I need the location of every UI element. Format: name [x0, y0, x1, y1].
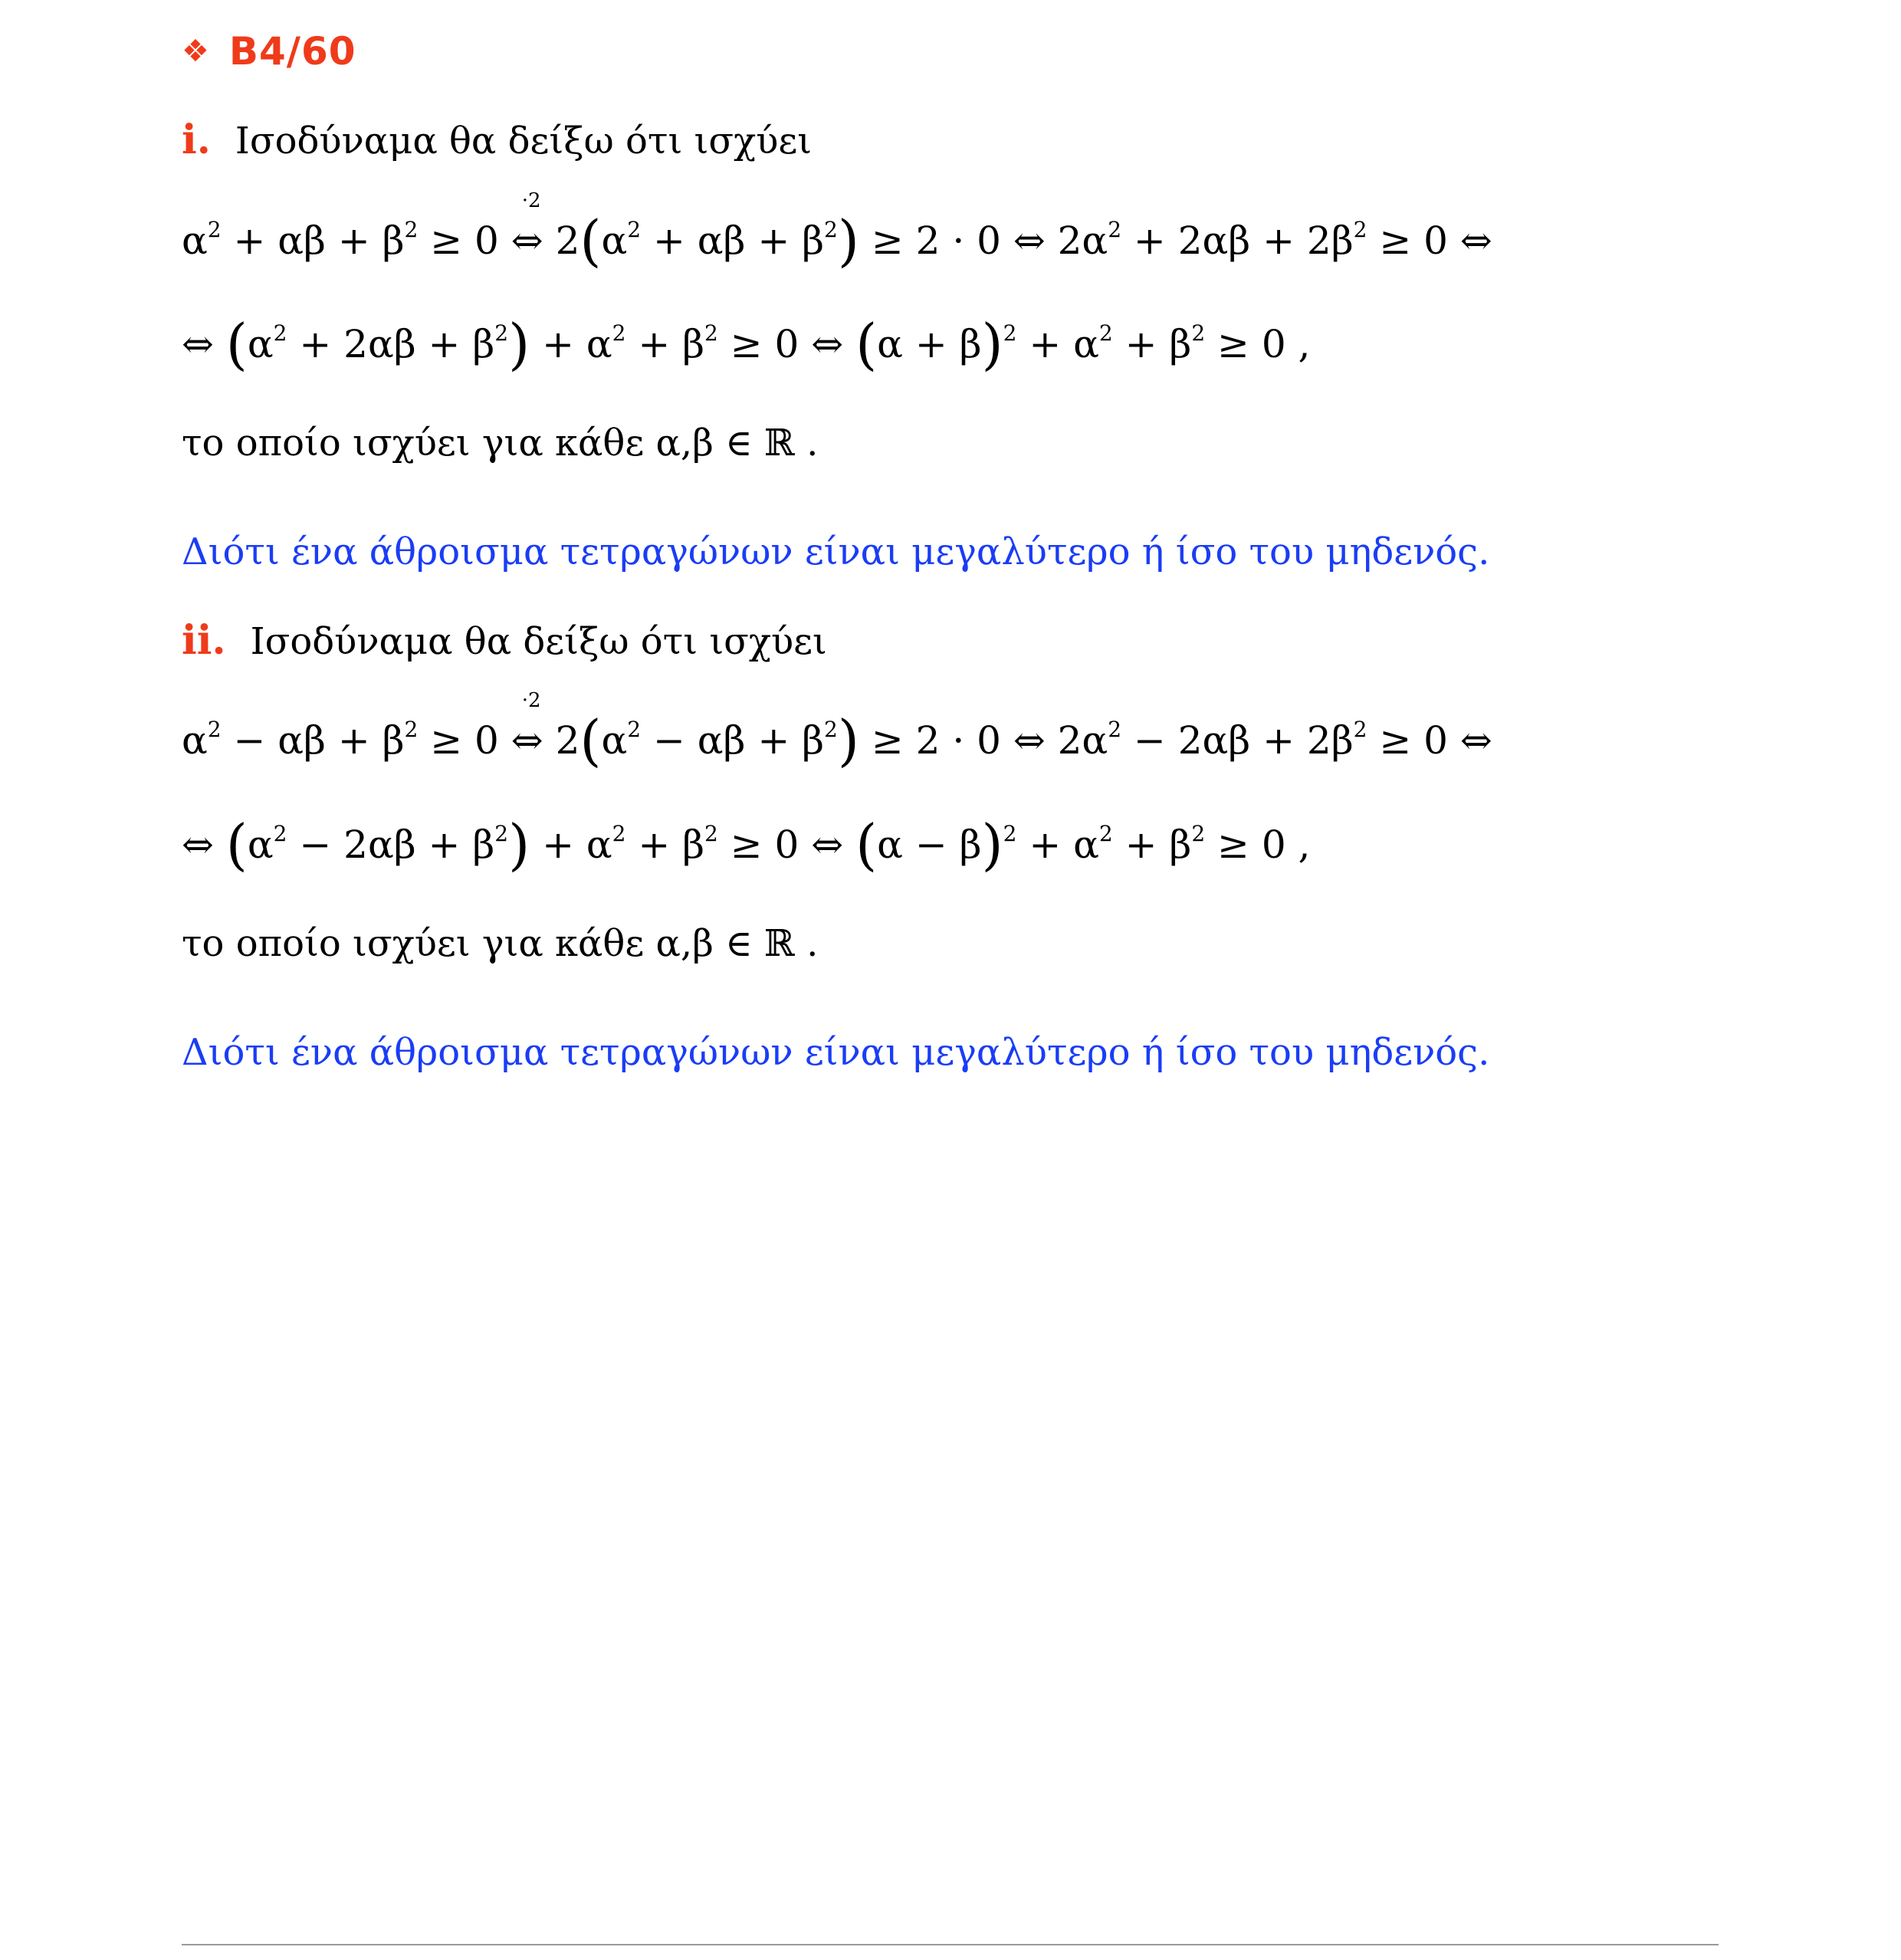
part-i-label: i. — [182, 117, 211, 163]
part-ii-reason: Διότι ένα άθροισμα τετραγώνων είναι μεγαλύτερο ή ίσο του μηδενός. — [182, 1031, 1490, 1074]
part-ii-equation-1: $\alpha^2 - \alpha\beta + \beta^2 \ge 0$ ·2 ⇔ $2(\alpha^2 - \alpha\beta + \beta^2) \ge 2 \cdot 0$ ⇔ $2\alpha^2 - 2\alpha\beta + 2\beta^2 \ge 0$ ⇔ — [182, 689, 1492, 773]
equivalence-with-step: ·2 ⇔ — [511, 189, 543, 263]
part-i-conclusion: το οποίο ισχύει για κάθε α,β ∈ ℝ . — [182, 422, 819, 465]
part-ii-intro-row — [182, 617, 827, 664]
footer-divider — [182, 1944, 1719, 1945]
equivalence-with-step: ·2 ⇔ — [511, 689, 543, 763]
part-i-step-label: ·2 — [521, 189, 541, 212]
part-i-intro: Ισοδύναμα θα δείξω ότι ισχύει — [235, 120, 813, 163]
section-title: B4/60 — [228, 29, 356, 74]
part-ii-intro: Ισοδύναμα θα δείξω ότι ισχύει — [250, 620, 827, 663]
diamond-bullet-icon: ❖ — [182, 34, 209, 69]
part-ii-step-label: ·2 — [521, 689, 541, 712]
part-ii-conclusion: το οποίο ισχύει για κάθε α,β ∈ ℝ . — [182, 922, 819, 965]
part-ii-label: ii. — [182, 617, 226, 664]
part-i-intro-row — [182, 117, 812, 163]
section-heading — [182, 29, 356, 74]
part-i-equation-1: $\alpha^2 + \alpha\beta + \beta^2 \ge 0$ ·2 ⇔ $2(\alpha^2 + \alpha\beta + \beta^2) \ge 2 \cdot 0$ ⇔ $2\alpha^2 + 2\alpha\beta + 2\beta^2 \ge 0$ ⇔ — [182, 189, 1492, 273]
part-i-equation-2: ⇔ $(\alpha^2 + 2\alpha\beta + \beta^2) + \alpha^2 + \beta^2 \ge 0$ ⇔ $(\alpha + \beta)^2 + \alpha^2 + \beta^2 \ge 0$ , — [182, 312, 1311, 376]
part-i-reason: Διότι ένα άθροισμα τετραγώνων είναι μεγαλύτερο ή ίσο του μηδενός. — [182, 530, 1490, 573]
part-ii-equation-2: ⇔ $(\alpha^2 - 2\alpha\beta + \beta^2) + \alpha^2 + \beta^2 \ge 0$ ⇔ $(\alpha - \beta)^2 + \alpha^2 + \beta^2 \ge 0$ , — [182, 813, 1311, 877]
